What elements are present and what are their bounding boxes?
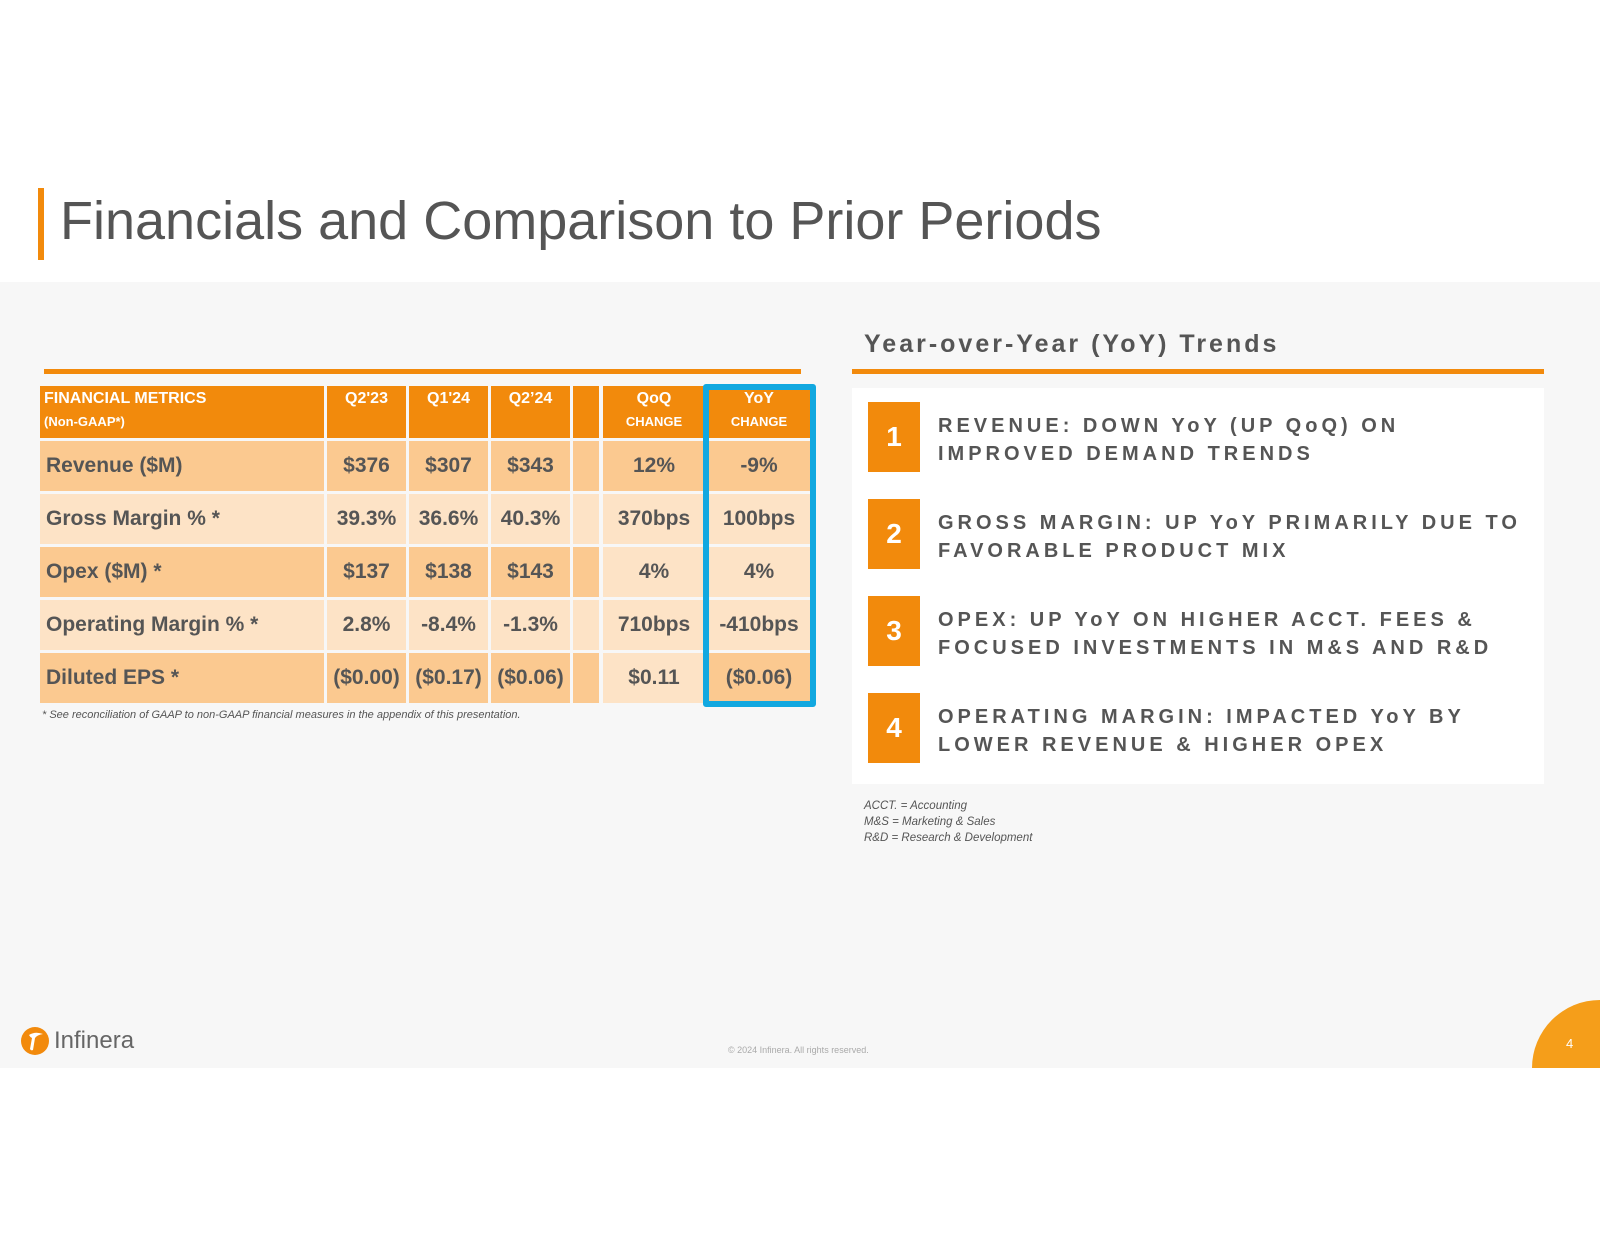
table-cell: $138: [409, 547, 488, 597]
header-metric-sub: (Non-GAAP*): [44, 414, 125, 429]
page-number: 4: [1566, 1036, 1574, 1051]
trend-text: OPEX: UP YoY ON HIGHER ACCT. FEES & FOCUSED INVESTMENTS IN M&S AND R&D: [938, 609, 1493, 659]
table-spacer-cell: [573, 494, 599, 544]
header-q2-24: [491, 386, 570, 438]
table-row-label: Diluted EPS *: [40, 653, 324, 703]
logo-wordmark: Infinera: [54, 1027, 135, 1054]
trend-number: 4: [868, 693, 920, 763]
trend-item: [868, 596, 1538, 666]
header-q1-24: [409, 386, 488, 438]
table-cell: $343: [491, 441, 570, 491]
trend-item: [868, 499, 1538, 569]
trend-text: OPERATING MARGIN: IMPACTED YoY BY LOWER REVENUE & HIGHER OPEX: [938, 706, 1465, 756]
table-footnote: * See reconciliation of GAAP to non-GAAP financial measures in the appendix of this presentation.: [42, 709, 521, 721]
trend-text: REVENUE: DOWN YoY (UP QoQ) ON IMPROVED DEMAND TRENDS: [938, 415, 1400, 465]
table-row-label: Revenue ($M): [40, 441, 324, 491]
table-cell: 2.8%: [327, 600, 406, 650]
table-cell: ($0.06): [491, 653, 570, 703]
page-title: Financials and Comparison to Prior Periods: [60, 191, 1102, 251]
table-row-label: Gross Margin % *: [40, 494, 324, 544]
abbreviation-item: R&D = Research & Development: [864, 832, 1033, 844]
header-q2-23-label: Q2'23: [345, 390, 388, 407]
table-cell: $0.11: [603, 653, 705, 703]
abbreviations: [864, 798, 1032, 846]
header-yoy-label: YoY: [744, 390, 774, 407]
infinera-logo-icon: [20, 1026, 50, 1056]
trend-number: 1: [868, 402, 920, 472]
table-spacer-cell: [573, 600, 599, 650]
trend-number: 3: [868, 596, 920, 666]
table-cell: 370bps: [603, 494, 705, 544]
table-row-label: Operating Margin % *: [40, 600, 324, 650]
copyright: © 2024 Infinera. All rights reserved.: [728, 1045, 869, 1055]
yoy-highlight-box: [703, 384, 816, 707]
header-qoq: [603, 386, 705, 438]
table-spacer-cell: [573, 547, 599, 597]
table-cell: 36.6%: [409, 494, 488, 544]
table-cell: 4%: [603, 547, 705, 597]
table-row-label: Opex ($M) *: [40, 547, 324, 597]
header-q1-24-label: Q1'24: [427, 390, 470, 407]
header-spacer: [573, 386, 599, 438]
table-cell: -9%: [708, 441, 810, 491]
table-cell: 12%: [603, 441, 705, 491]
table-cell: -8.4%: [409, 600, 488, 650]
table-cell: ($0.06): [708, 653, 810, 703]
table-cell: 39.3%: [327, 494, 406, 544]
trends-rule: [852, 369, 1544, 374]
table-cell: $376: [327, 441, 406, 491]
header-qoq-label: QoQ: [636, 390, 672, 407]
header-q2-24-label: Q2’24: [508, 390, 553, 407]
table-spacer-cell: [573, 653, 599, 703]
header-metric: [40, 386, 324, 438]
trends-title: Year-over-Year (YoY) Trends: [864, 330, 1280, 358]
table-cell: $137: [327, 547, 406, 597]
trend-item: [868, 693, 1538, 763]
trend-item: [868, 402, 1538, 472]
table-cell: $143: [491, 547, 570, 597]
infinera-logo: [20, 1026, 134, 1056]
abbreviation-item: ACCT. = Accounting: [864, 800, 968, 812]
header-metric-label: FINANCIAL METRICS: [44, 390, 207, 407]
header-yoy-sub: CHANGE: [730, 414, 788, 429]
table-top-rule: [44, 369, 801, 374]
table-cell: 100bps: [708, 494, 810, 544]
table-cell: $307: [409, 441, 488, 491]
page-number-badge: [1532, 1000, 1600, 1068]
table-spacer-cell: [573, 441, 599, 491]
trend-number: 2: [868, 499, 920, 569]
table-cell: -1.3%: [491, 600, 570, 650]
table-cell: -410bps: [708, 600, 810, 650]
trend-text: GROSS MARGIN: UP YoY PRIMARILY DUE TO FAVORABLE PRODUCT MIX: [938, 512, 1521, 562]
table-cell: 710bps: [603, 600, 705, 650]
title-accent-bar: [38, 188, 44, 260]
header-q2-23: [327, 386, 406, 438]
table-cell: 4%: [708, 547, 810, 597]
table-cell: 40.3%: [491, 494, 570, 544]
abbreviation-item: M&S = Marketing & Sales: [864, 816, 996, 828]
header-qoq-sub: CHANGE: [625, 414, 683, 429]
table-cell: ($0.17): [409, 653, 488, 703]
table-cell: ($0.00): [327, 653, 406, 703]
